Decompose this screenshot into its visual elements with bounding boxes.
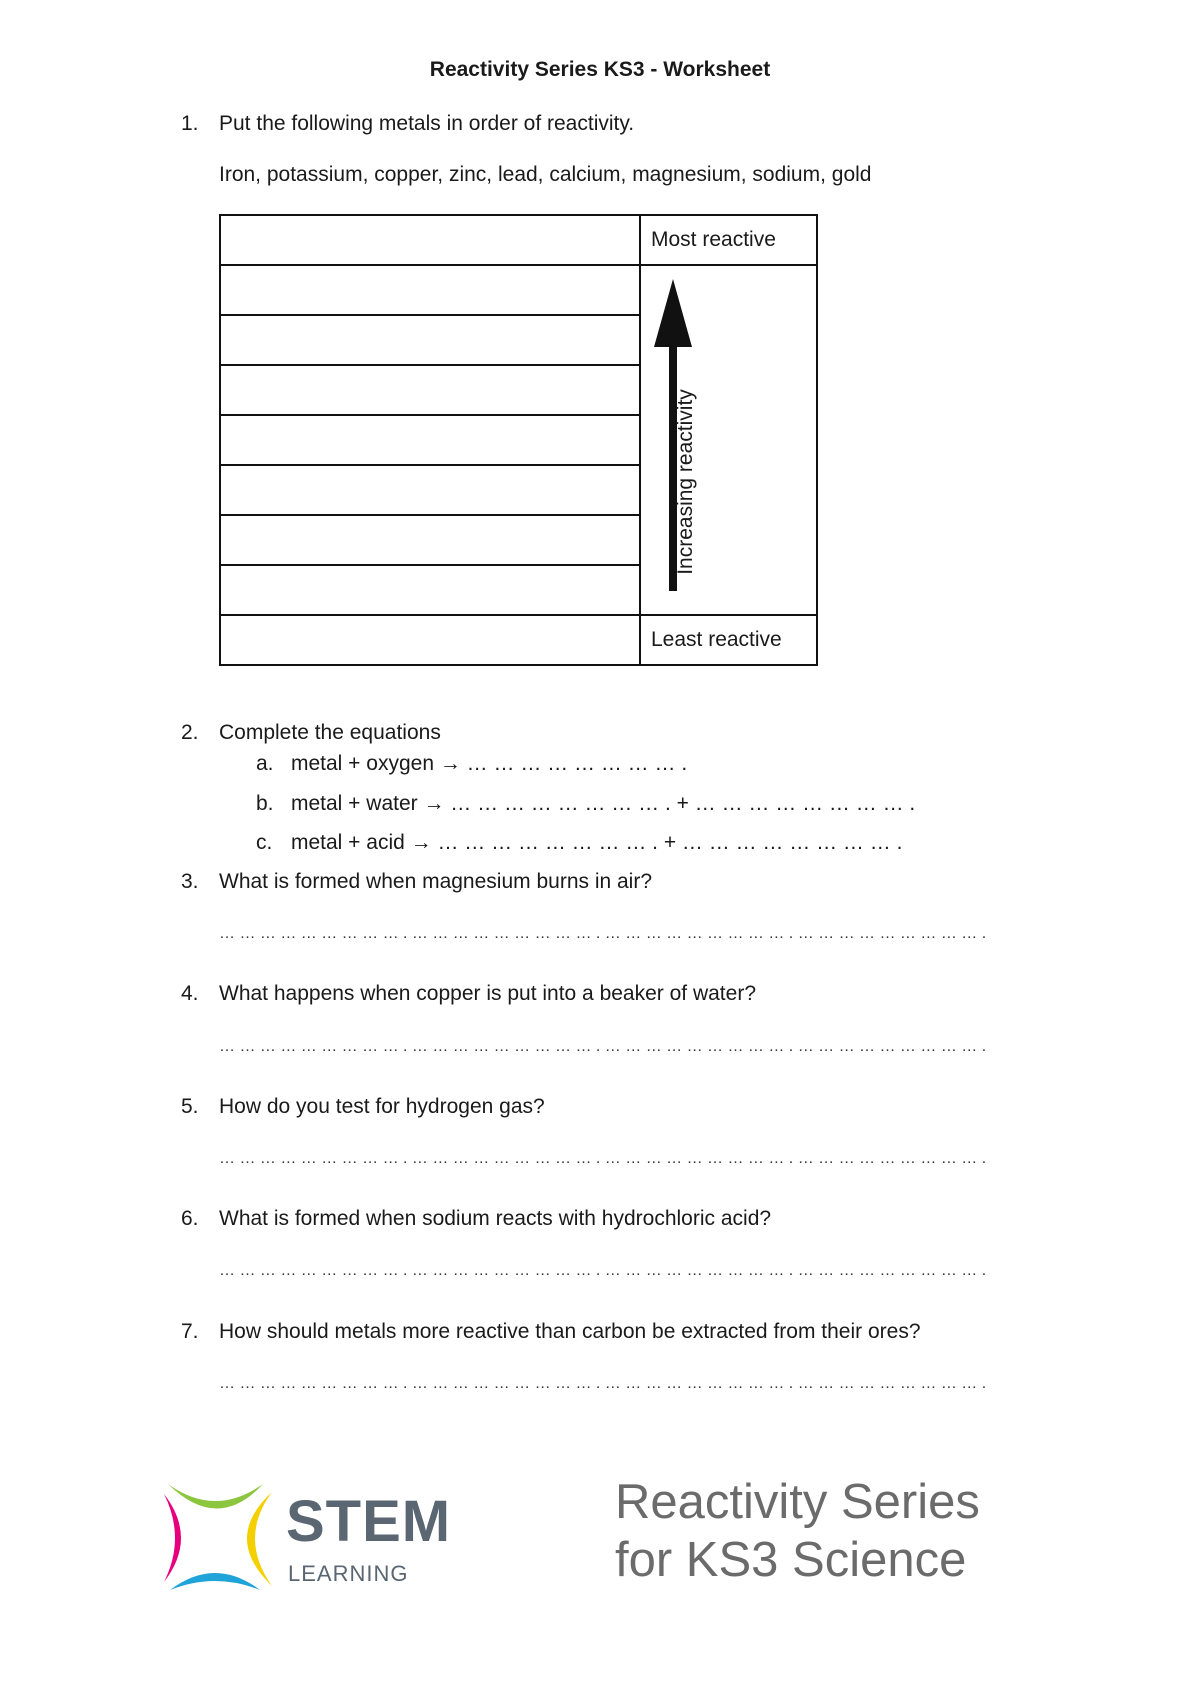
most-reactive-cell [639,214,818,266]
question-number: 1. [181,112,199,135]
answer-cell[interactable] [219,614,641,666]
question-text: How do you test for hydrogen gas? [219,1095,545,1118]
eq-metal-oxygen[interactable] [256,752,687,776]
question-text: What is formed when sodium reacts with hydrochloric acid? [219,1207,772,1230]
question-number: 6. [181,1207,199,1230]
question-number: 3. [181,870,199,893]
question-6 [181,1207,771,1231]
least-reactive-label: Least reactive [651,628,782,651]
footer-title-line-1: Reactivity Series [615,1475,980,1529]
answer-cell[interactable] [219,514,641,566]
question-text: Complete the equations [219,721,441,744]
question-text: Put the following metals in order of reactivity. [219,112,635,135]
question-2 [181,721,441,745]
answer-cell[interactable] [219,364,641,416]
answer-column [219,214,639,666]
most-reactive-label: Most reactive [651,228,776,251]
answer-cell[interactable] [219,314,641,366]
question-3 [181,870,652,894]
equation-text: metal + oxygen → … … … … … … … … . [291,752,688,775]
equation-text: metal + acid → … … … … … … … … . + … … … … … … … … . [291,831,903,854]
answer-cell[interactable] [219,264,641,316]
question-4 [181,982,756,1006]
answer-line[interactable]: … … … … … … … … … . … … … … … … … … … . … … … … … … … … … . … … … … … … … … … . [219,1375,987,1392]
least-reactive-cell [639,614,818,666]
question-number: 5. [181,1095,199,1118]
answer-cell[interactable] [219,564,641,616]
reactivity-table [219,214,816,666]
question-7 [181,1320,921,1344]
arrow-label: Increasing reactivity [674,389,697,575]
eq-metal-water[interactable] [256,792,915,816]
question-text: What happens when copper is put into a beaker of water? [219,982,756,1005]
eq-metal-acid[interactable] [256,831,902,855]
sub-letter: b. [256,792,274,815]
answer-cell[interactable] [219,464,641,516]
question-number: 4. [181,982,199,1005]
question-number: 2. [181,721,199,744]
metals-list: Iron, potassium, copper, zinc, lead, calcium, magnesium, sodium, gold [219,163,872,186]
question-number: 7. [181,1320,199,1343]
answer-line[interactable]: … … … … … … … … … . … … … … … … … … … . … … … … … … … … … . … … … … … … … … … . [219,1150,987,1167]
answer-cell[interactable] [219,214,641,266]
sub-letter: c. [256,831,273,854]
question-1 [181,112,634,136]
answer-cell[interactable] [219,414,641,466]
question-text: What is formed when magnesium burns in air? [219,870,653,893]
question-text: How should metals more reactive than carbon be extracted from their ores? [219,1320,921,1343]
logo-stem-text: STEM [286,1489,452,1554]
worksheet-title: Reactivity Series KS3 - Worksheet [429,58,771,81]
footer-title-line-2: for KS3 Science [615,1533,967,1587]
answer-line[interactable]: … … … … … … … … … . … … … … … … … … … . … … … … … … … … … . … … … … … … … … … . [219,925,987,942]
sub-letter: a. [256,752,274,775]
answer-line[interactable]: … … … … … … … … … . … … … … … … … … … . … … … … … … … … … . … … … … … … … … … . [219,1038,987,1055]
answer-line[interactable]: … … … … … … … … … . … … … … … … … … … . … … … … … … … … … . … … … … … … … … … . [219,1262,987,1279]
question-5 [181,1095,545,1119]
equation-text: metal + water → … … … … … … … … . + … … … … … … … … . [291,792,916,815]
logo-learning-text: LEARNING [288,1561,409,1586]
